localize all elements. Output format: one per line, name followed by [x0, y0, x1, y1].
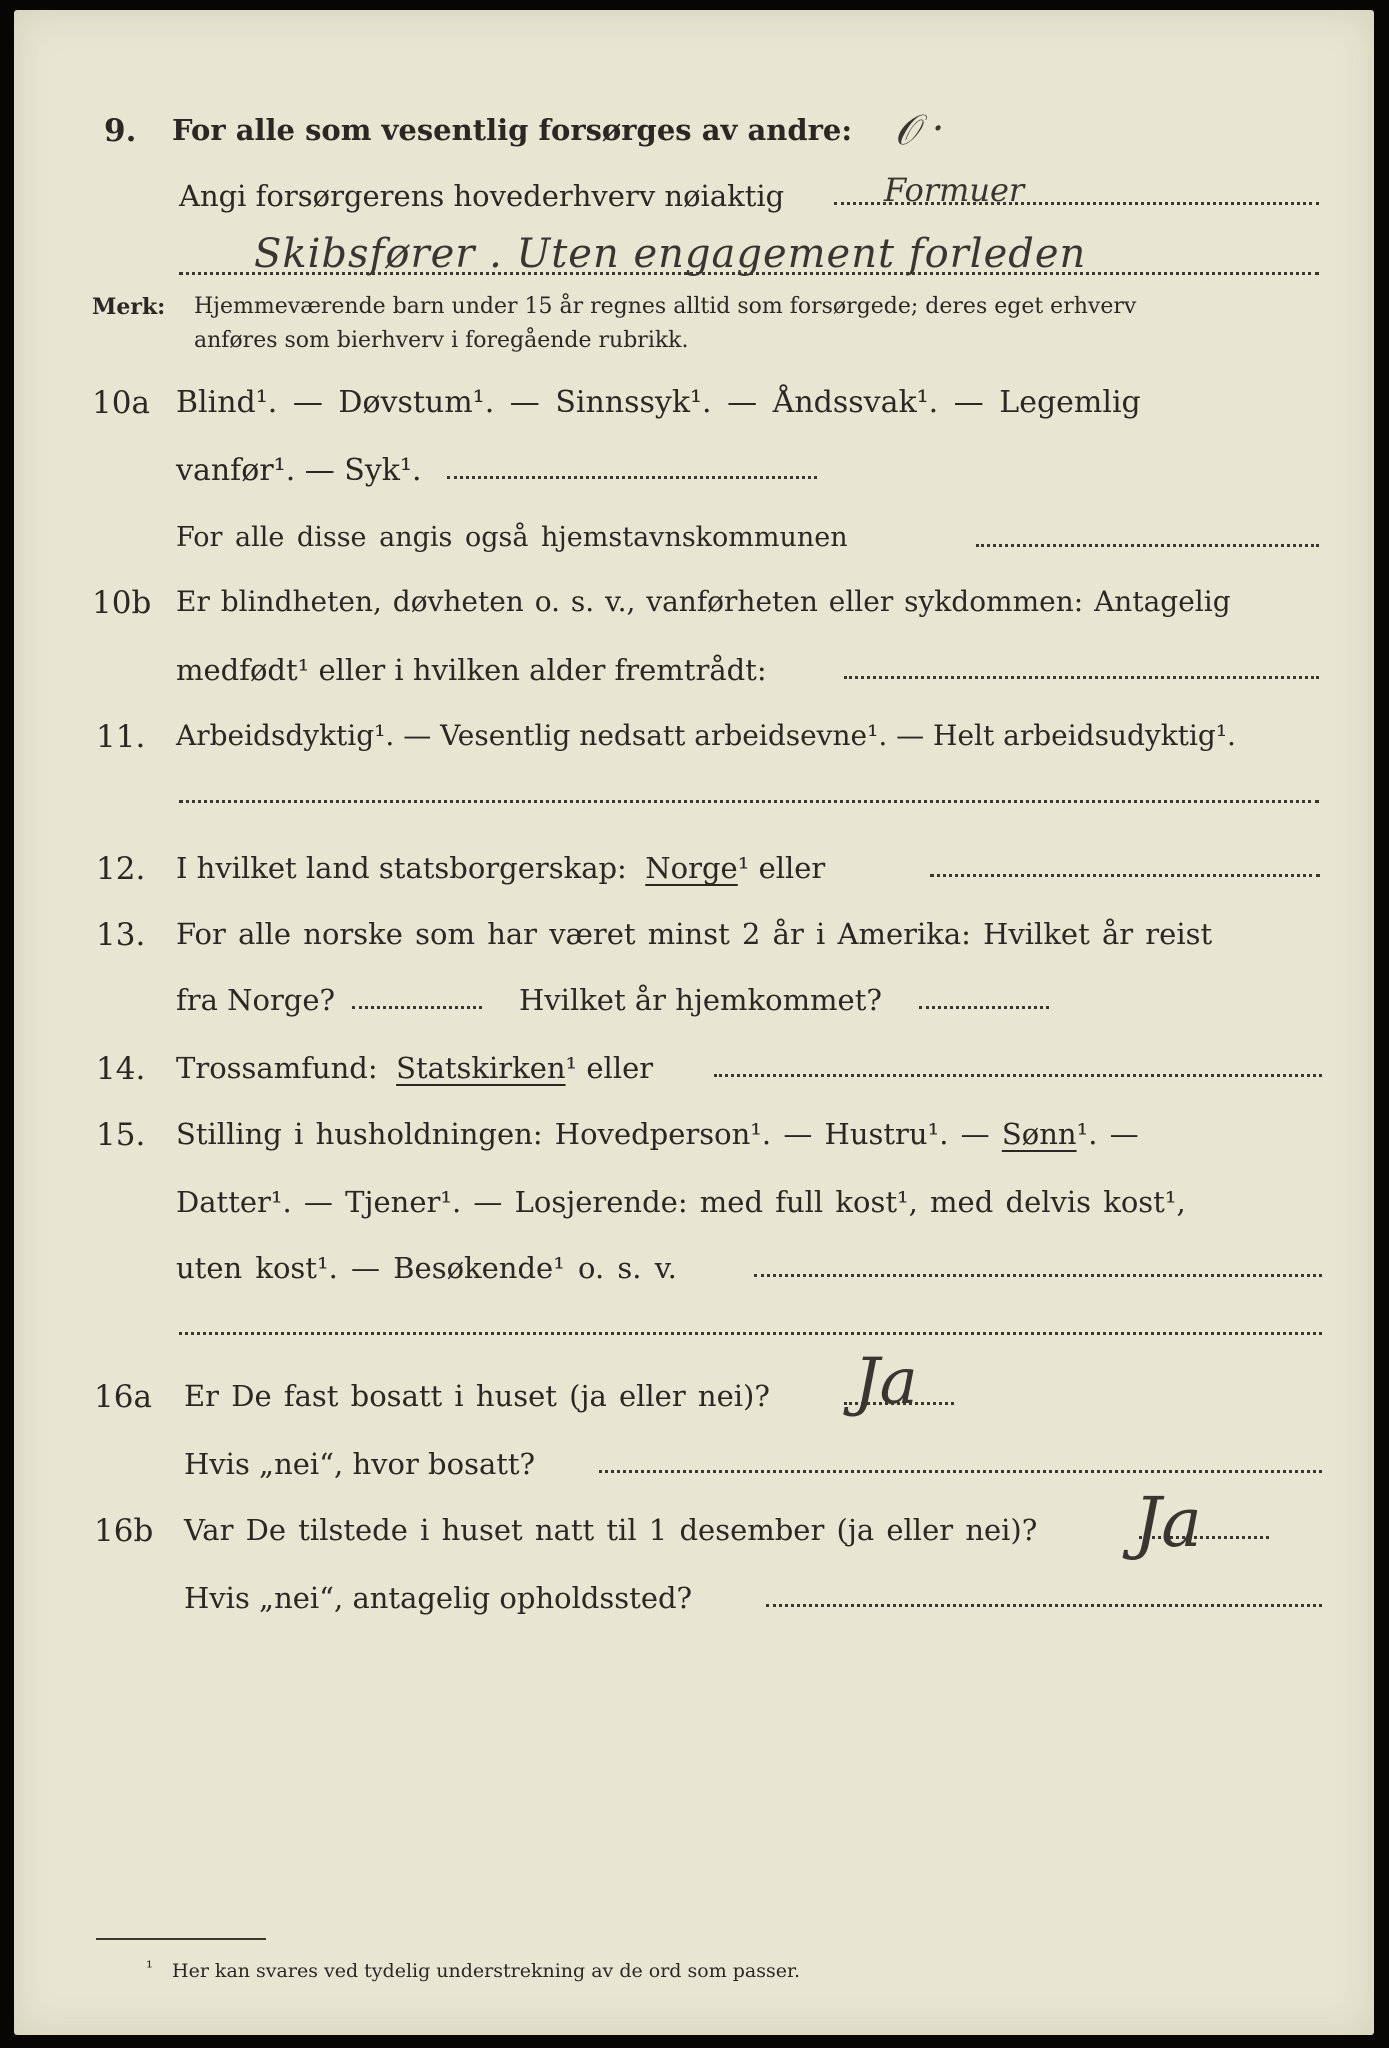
q16b-stay-line	[766, 1604, 1322, 1607]
merk-label: Merk:	[92, 294, 166, 320]
q13-line-1: For alle norske som har været minst 2 år i Amerika: Hvilket år reist	[176, 917, 1213, 951]
q10b-number: 10b	[92, 585, 152, 621]
q16a-line-2: Hvis „nei“, hvor bosatt?	[184, 1447, 536, 1481]
q14-label: Trossamfund:	[176, 1051, 378, 1085]
q13-left-year-line	[352, 1006, 482, 1009]
q14-number: 14.	[96, 1051, 146, 1087]
q9-handwritten-answer-top: Formuer	[884, 171, 1025, 209]
footnote-text: Her kan svares ved tydelig understrekning av de ord som passer.	[172, 1960, 801, 1982]
census-form-page	[14, 10, 1374, 2035]
q15-line-1-text: Stilling i husholdningen: Hovedperson¹. — Hustru¹. —	[176, 1117, 990, 1151]
q9-handwritten-answer: Skibsfører . Uten engagement forleden	[254, 231, 1087, 277]
q15-sonn-underlined: Sønn	[1001, 1117, 1077, 1151]
q13-return-year-line	[919, 1006, 1049, 1009]
q16b-answer-line	[1139, 1536, 1269, 1539]
q9-handwritten-mark: 𝒪 ·	[892, 105, 947, 155]
q13-line-2a: fra Norge?	[176, 983, 336, 1017]
q14-line	[176, 1051, 654, 1085]
q12-norge-underlined: Norge	[645, 851, 738, 885]
q13-line-2b: Hvilket år hjemkommet?	[519, 983, 882, 1017]
q16b-number: 16b	[94, 1513, 154, 1549]
q16b-line-2: Hvis „nei“, antagelig opholdssted?	[184, 1581, 693, 1615]
q11-line-1: Arbeidsdyktig¹. — Vesentlig nedsatt arbeidsevne¹. — Helt arbeidsudyktig¹.	[176, 719, 1236, 752]
q10a-line-1: Blind¹. — Døvstum¹. — Sinnssyk¹. — Åndssvak¹. — Legemlig	[176, 385, 1141, 420]
q15-number: 15.	[96, 1117, 146, 1153]
q16a-answer-line	[844, 1402, 954, 1405]
q14-eller: ¹ eller	[565, 1051, 654, 1085]
footnote-rule	[96, 1938, 266, 1940]
footnote-mark: ¹	[146, 1958, 153, 1978]
q10a-municipality-line	[976, 544, 1319, 547]
q10b-answer-line	[844, 676, 1319, 679]
q15-answer-line	[754, 1274, 1322, 1277]
q10a-number: 10a	[92, 385, 150, 421]
q9-occupation-label: Angi forsørgerens hovederhverv nøiaktig	[179, 179, 785, 213]
q10a-line-3: For alle disse angis også hjemstavnskommunen	[176, 522, 848, 553]
q11-number: 11.	[96, 719, 146, 755]
q10a-line-2: vanfør¹. — Syk¹.	[176, 453, 422, 488]
q12-number: 12.	[96, 851, 146, 887]
q15-line-3: uten kost¹. — Besøkende¹ o. s. v.	[176, 1251, 677, 1285]
q12-line	[176, 851, 826, 885]
q13-number: 13.	[96, 917, 146, 953]
q15-line-1-end: ¹. —	[1076, 1117, 1139, 1151]
q16a-number: 16a	[94, 1379, 152, 1415]
q14-answer-line	[714, 1074, 1322, 1077]
q15-line-2: Datter¹. — Tjener¹. — Losjerende: med full kost¹, med delvis kost¹,	[176, 1185, 1186, 1219]
q9-answer-line	[179, 272, 1319, 275]
q16b-line-1: Var De tilstede i huset natt til 1 desember (ja eller nei)?	[184, 1513, 1038, 1547]
q9-heading: For alle som vesentlig forsørges av andre:	[172, 113, 853, 147]
q15-extra-line	[179, 1332, 1322, 1335]
q10b-line-1: Er blindheten, døvheten o. s. v., vanførheten eller sykdommen: Antagelig	[176, 585, 1231, 618]
q12-eller: ¹ eller	[737, 851, 826, 885]
q12-label: I hvilket land statsborgerskap:	[176, 851, 627, 885]
merk-line-1: Hjemmeværende barn under 15 år regnes alltid som forsørgede; deres eget erhverv	[194, 294, 1137, 319]
q12-answer-line	[930, 874, 1320, 877]
q10b-line-2: medfødt¹ eller i hvilken alder fremtrådt:	[176, 653, 767, 687]
q10a-sick-line	[447, 476, 817, 479]
q16a-line-1: Er De fast bosatt i huset (ja eller nei)?	[184, 1379, 770, 1413]
q15-line-1	[176, 1117, 1139, 1151]
q16b-handwritten-answer: Ja	[1134, 1484, 1202, 1563]
q16a-residence-line	[599, 1470, 1322, 1473]
q14-statskirken-underlined: Statskirken	[396, 1051, 566, 1085]
q11-answer-line	[179, 800, 1319, 803]
q9-number: 9.	[104, 113, 137, 149]
q16a-handwritten-answer: Ja	[854, 1345, 918, 1419]
merk-line-2: anføres som bierhverv i foregående rubrikk.	[194, 328, 689, 353]
